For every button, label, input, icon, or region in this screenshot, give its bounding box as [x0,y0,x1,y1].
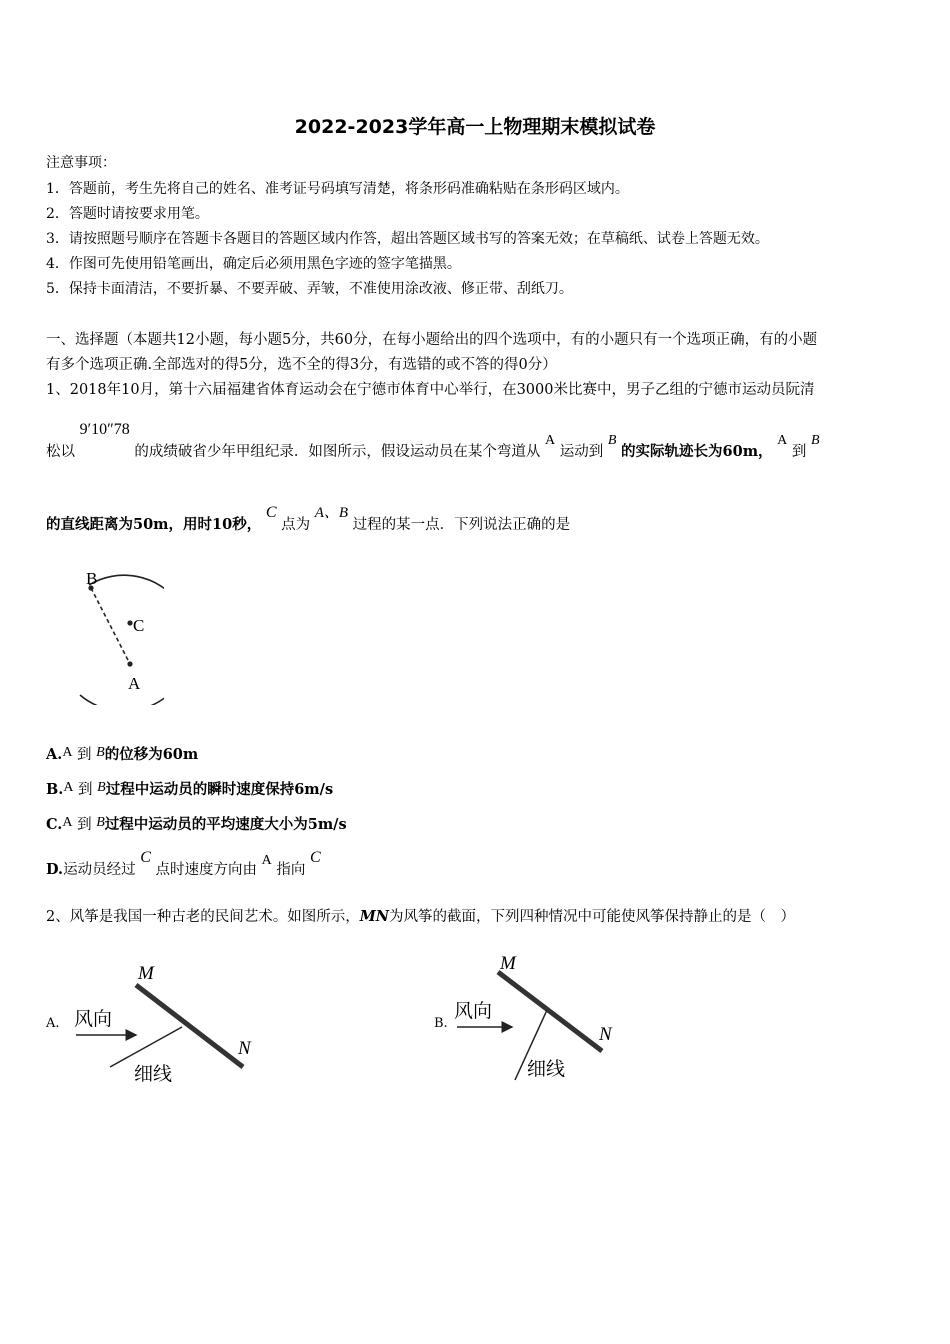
note-item: 1．答题前，考生先将自己的姓名、准考证号码填写清楚，将条形码准确粘贴在条形码区域内。 [46,181,629,197]
option-text: 运动员经过 [63,862,136,878]
option-var: A [62,745,73,760]
section-heading-line2: 有多个选项正确.全部选对的得5分，选不全的得3分，有选错的或不答的得0分） [46,357,557,373]
option-var: B [97,780,106,795]
note-item: 4．作图可先使用铅笔画出，确定后必须用黑色字迹的签字笔描黑。 [46,256,461,272]
q1-stem-line1: 1、2018年10月，第十六届福建省体育运动会在宁德市体育中心举行，在3000米比赛中，男子乙组的宁德市运动员阮清 [46,382,815,398]
option-text: 到 [78,782,93,798]
option-var: C [140,849,151,866]
option-var: C [309,849,321,866]
option-text: 点时速度方向由 [155,862,257,878]
option-var: A [63,780,74,795]
displacement-dashed-line [91,588,130,664]
option-text: 过程中运动员的瞬时速度保持6m/s [105,781,334,798]
q1-text: 的直线距离为50m，用时10秒， [46,516,262,533]
option-label: C. [46,816,63,833]
q1-stem-line3 [46,504,571,534]
q1-text: 到 [791,444,807,460]
label-m: M [500,953,516,974]
page-title: 2022-2023学年高一上物理期末模拟试卷 [294,116,656,138]
q2-option-a-label[interactable]: A. [46,1016,60,1031]
option-label: D. [46,861,64,878]
kite-section-mn [136,985,243,1067]
notes-heading: 注意事项： [46,155,116,171]
q1-var-c: C [265,504,277,521]
note-item: 2．答题时请按要求用笔。 [46,206,209,222]
option-text: 指向 [276,862,306,878]
wind-label: 风向 [454,1001,493,1022]
option-label: B. [46,781,64,798]
q2-kite-figure-a [70,955,270,1090]
q2-option-b-label[interactable]: B. [434,1016,448,1031]
q1-var-ab: A、B [314,505,349,521]
q1-var-b: B [811,433,820,448]
q1-option-a[interactable] [46,743,198,764]
string-label: 细线 [134,1064,173,1085]
note-item: 3．请按照题号顺序在答题卡各题目的答题区域内作答，超出答题区域书写的答案无效；在草稿纸、试卷上答题无效。 [46,231,769,247]
option-label: A. [46,746,63,763]
q1-var-a: A [777,433,788,448]
label-m: M [138,963,154,984]
q1-option-c[interactable] [46,813,347,834]
option-text: 的位移为60m [104,746,199,763]
label-a: A [128,674,141,693]
string-label: 细线 [527,1059,566,1080]
q1-option-b[interactable] [46,778,333,799]
q1-text: 过程的某一点．下列说法正确的是 [352,517,571,533]
option-text: 到 [77,817,92,833]
option-var: B [96,745,105,760]
q2-stem [46,905,795,926]
q1-var-a: A [545,433,556,448]
wind-label: 风向 [74,1009,113,1030]
note-item: 5．保持卡面清洁，不要折暴、不要弄破、弄皱，不准使用涂改液、修正带、刮纸刀。 [46,281,573,297]
q1-text: 运动到 [559,444,604,460]
option-var: B [96,815,105,830]
point-a [127,661,132,666]
q1-var-b: B [607,433,617,448]
option-text: 过程中运动员的平均速度大小为5m/s [104,816,347,833]
q2-text: 为风筝的截面，下列四种情况中可能使风筝保持静止的是（ ） [389,909,796,925]
label-n: N [599,1024,612,1045]
option-var: A [261,853,272,868]
track-arc [80,575,164,705]
q1-text: 点为 [281,517,311,533]
q1-track-figure [44,560,164,705]
q1-stem-line2 [46,421,820,461]
q1-time: 9′10″78 [79,421,130,438]
label-n: N [238,1038,251,1059]
option-text: 到 [77,747,92,763]
q2-var-mn: MN [359,908,390,925]
q1-text: 松以 [46,444,75,460]
kite-string [110,1027,182,1067]
q1-text: 的实际轨迹长为60m， [621,443,773,460]
q2-text: 2、风筝是我国一种古老的民间艺术。如图所示， [46,909,360,925]
kite-section-mn [498,972,602,1051]
point-c [127,620,132,625]
option-var: A [62,815,73,830]
q1-text: 的成绩破省少年甲组纪录．如图所示，假设运动员在某个弯道从 [134,444,541,460]
label-c: C [133,616,145,635]
q2-kite-figure-b [450,950,625,1085]
section-heading-line1: 一、选择题（本题共12小题，每小题5分，共60分，在每小题给出的四个选项中，有的小题只有一个选项正确，有的小题 [46,332,818,348]
q1-option-d[interactable] [46,849,321,879]
label-b: B [86,569,98,588]
